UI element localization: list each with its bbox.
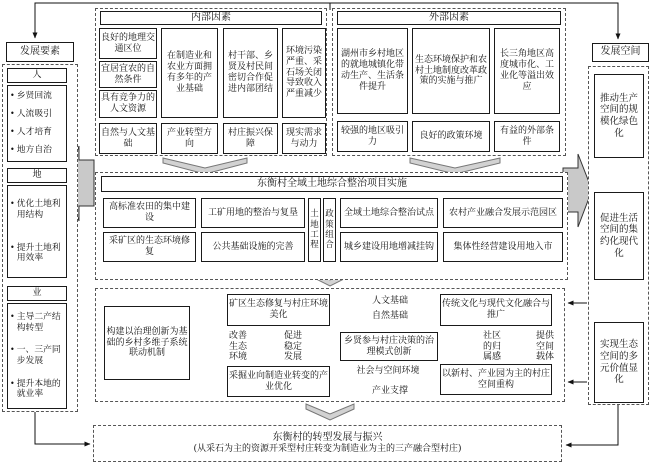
list-item: • 提升土地利用效率 <box>10 243 65 264</box>
section-industry-header: 业 <box>7 286 67 301</box>
label-natural: 自然基础 <box>368 311 412 322</box>
development-factors-title: 发展要素 <box>6 42 74 62</box>
section-industry-list <box>7 303 67 409</box>
external-policy-box: 生态环境保护和农村土地制度改革政策的实施与推广 <box>412 28 490 114</box>
label-humanistic: 人文基础 <box>368 296 412 307</box>
space-living-box: 促进生活空间的集约化现代化 <box>594 192 644 280</box>
eco-restoration-box: 矿区生态修复与村庄环境美化 <box>227 294 330 326</box>
development-space-title: 发展空间 <box>592 43 649 62</box>
spatial-restructure-box: 以新村、产业园为主的村庄空间重构 <box>440 364 552 395</box>
internal-human-box: 具有竞争力的人文资源 <box>99 90 157 118</box>
external-outcome-box: 有益的外部条件 <box>494 121 560 152</box>
internal-nature-box: 宜居宜农的自然条件 <box>99 61 157 88</box>
section-people-list <box>7 85 67 162</box>
external-outcome-box: 良好的政策环境 <box>412 121 490 152</box>
land-engineering-strip: 土地工程 <box>308 198 321 262</box>
chevron-bottom-down <box>306 404 354 420</box>
internal-industry-base-box: 在制造业和农业方面拥有多年的产业基础 <box>161 28 218 118</box>
internal-outcome-box: 村庄振兴保障 <box>223 123 278 154</box>
policy-box: 农村产业融合发展示范园区 <box>443 198 563 228</box>
land-project-box: 工矿用地的整治与复垦 <box>201 198 305 228</box>
internal-location-box: 良好的地理交通区位 <box>99 28 157 59</box>
land-project-box: 高标准农田的集中建设 <box>103 198 196 228</box>
left-bottom-connector <box>35 412 90 444</box>
label-social-space: 社会与空间环境 <box>350 366 426 377</box>
governance-innovation-box: 乡贤参与村庄决策的治理模式创新 <box>340 332 438 361</box>
label-industry-support: 产业支撑 <box>368 386 412 397</box>
internal-outcome-box: 现实需求与动力 <box>282 123 326 154</box>
space-production-box: 推动生产空间的规模化绿色化 <box>594 74 644 158</box>
result-title: 东衡村的转型发展与振兴 <box>272 432 383 444</box>
external-outcome-box: 较强的地区吸引力 <box>337 121 408 152</box>
label-improve-eco: 改善生态环境 <box>228 330 247 363</box>
culture-fusion-box: 传统文化与现代文化融合与推广 <box>440 294 552 326</box>
internal-factors-title: 内部因素 <box>100 11 322 25</box>
internal-outcome-box: 自然与人文基础 <box>99 123 157 154</box>
space-ecology-box: 实现生态空间的多元价值显化 <box>594 322 644 403</box>
section-people-header: 人 <box>7 68 67 83</box>
label-belonging: 社区的归属感 <box>482 330 501 363</box>
result-box <box>93 425 562 462</box>
right-bottom-connector <box>566 404 618 445</box>
project-title: 东衡村全域土地综合整治项目实施 <box>101 176 563 192</box>
result-subtitle: (从采石为主的资源开采型村庄转变为制造业为主的三产融合型村庄) <box>193 444 462 455</box>
section-land-list <box>7 185 67 278</box>
land-project-box: 公共基础设施的完善 <box>201 232 305 262</box>
list-item: • 地方自治 <box>10 145 65 156</box>
mechanism-driver-box: 构建以治理创新为基础的乡村多维子系统联动机制 <box>104 306 190 380</box>
external-factors-title: 外部因素 <box>337 11 561 25</box>
list-item: • 乡贤回流 <box>10 91 65 102</box>
internal-pollution-box: 环境污染严重、采石场关闭导致收入严重减少 <box>282 28 326 118</box>
policy-box: 集体性经营建设用地入市 <box>443 232 563 262</box>
industry-optimization-box: 采掘业向制造业转变的产业优化 <box>227 366 330 397</box>
list-item: • 提升本地的就业率 <box>10 379 65 400</box>
label-carrier: 提供空间载体 <box>535 330 554 363</box>
policy-box: 全域土地综合整治试点 <box>340 198 438 228</box>
section-land-header: 地 <box>7 168 67 183</box>
policy-box: 城乡建设用地增减挂钩 <box>340 232 438 262</box>
land-project-box: 采矿区的生态环境修复 <box>103 232 196 262</box>
list-item: • 人流吸引 <box>10 109 65 120</box>
list-item: • 一、三产同步发展 <box>10 345 65 366</box>
label-stable-dev: 促进稳定发展 <box>283 330 302 363</box>
external-urbanization-box: 湖州市乡村地区的就地城镇化带动生产、生活条件提升 <box>337 28 408 114</box>
internal-cooperation-box: 村干部、乡贤及村民间密切合作促进内部团结 <box>223 28 278 118</box>
list-item: • 人才培育 <box>10 127 65 138</box>
list-item: • 优化土地利用结构 <box>10 199 65 220</box>
list-item: • 主导二产结构转型 <box>10 312 65 333</box>
policy-mix-strip: 政策组合 <box>323 198 336 262</box>
external-spillover-box: 长三角地区高度城市化、工业化等溢出效应 <box>494 28 560 114</box>
internal-outcome-box: 产业转型方向 <box>161 123 218 154</box>
